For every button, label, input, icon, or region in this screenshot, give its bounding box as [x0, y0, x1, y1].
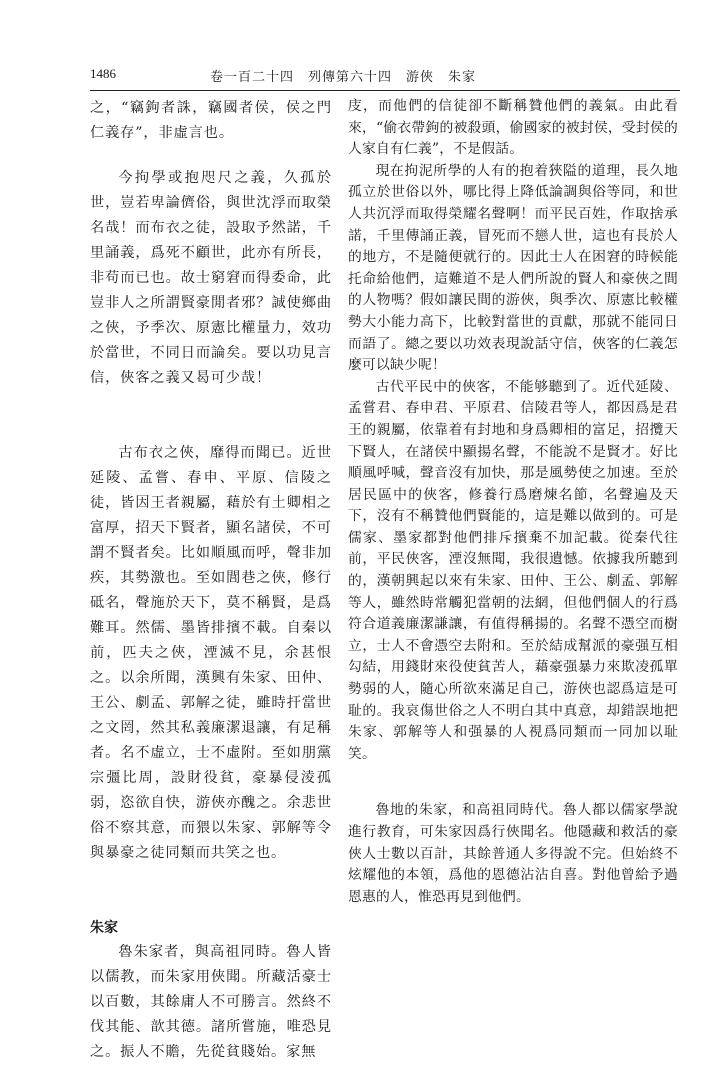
classical-text-column	[90, 96, 332, 1065]
translation-column	[348, 96, 678, 908]
header-rule	[90, 90, 680, 91]
paragraph-gap	[90, 391, 332, 441]
translation-paragraph-1: 庋，而他們的信徒卻不斷稱贊他們的義氣。由此看來，“偷衣帶鉤的被殺頭，偷國家的被封侯，受封侯的人家自有仁義”，不是假話。	[348, 98, 678, 158]
section-gap	[90, 866, 332, 916]
page-number: 1486	[90, 66, 116, 81]
classical-paragraph-3: 古布衣之俠，靡得而聞已。近世延陵、孟嘗、春申、平原、信陵之徒，皆因王者親屬，藉於有土卿相之富厚，招天下賢者，顯名諸侯，不可謂不賢者矣。比如順風而呼，聲非加疾，其勢激也。至如閭巷之俠，修行砥名，聲施於天下，莫不稱賢，是爲難耳。然儒、墨皆排擯不載。自秦以前，匹夫之俠，湮滅不見，余甚恨之。以余所聞，漢興有朱家、田仲、王公、劇孟、郭解之徒，雖時扞當世之文罔，然其私義廉潔退讓，有足稱者。名不虛立，士不虛附。至如朋黨宗彊比周，設財役貧，豪暴侵淩孤弱，恣欲自快，游俠亦醜之。余悲世俗不察其意，而猥以朱家、郭解等令與暴豪之徒同類而共笑之也。	[90, 445, 332, 861]
section-title: 朱家	[90, 920, 118, 936]
classical-paragraph-4: 魯朱家者，與高祖同時。魯人皆以儒教，而朱家用俠聞。所藏活豪士以百數，其餘庸人不可勝言。然終不伐其能、歆其德。諸所嘗施，唯恐見之。振人不贍，先從貧賤始。家無	[90, 944, 332, 1060]
paragraph-gap	[90, 146, 332, 166]
translation-paragraph-2: 現在拘泥所學的人有的抱着狹隘的道理，長久地孤立於世俗以外，哪比得上降低論調與俗等同，和世人共沉浮而取得榮耀名聲啊！而平民百姓，作取捨承諾，千里傳誦正義，冒死而不戀人世，這也有長於人的地方，不是隨便就行的。因此士人在困窘的時候能托命給他們，這難道不是人們所說的賢人和豪俠之間的人物嗎？假如讓民間的游俠，與季次、原憲比較權勢大小能力高下，比較對當世的貢獻，那就不能同日而語了。總之要以功效表現說話守信，俠客的仁義怎麼可以缺少呢！	[348, 162, 678, 374]
classical-paragraph-2: 今拘學或抱咫尺之義，久孤於世，豈若卑論儕俗，與世沈浮而取榮名哉！而布衣之徒，設取予然諾，千里誦義，爲死不顧世，此亦有所長，非苟而已也。故士窮窘而得委命，此豈非人之所謂賢豪閒者邪？誠使鄉曲之俠，予季次、原憲比權量力，效功於當世，不同日而論矣。要以功見言信，俠客之義又曷可少哉！	[90, 170, 332, 386]
classical-paragraph-1: 之，“竊鉤者誅，竊國者侯，侯之門仁義存”，非虛言也。	[90, 100, 332, 141]
page-header	[90, 66, 680, 90]
section-gap	[348, 765, 678, 800]
translation-paragraph-3: 古代平民中的俠客，不能够聽到了。近代延陵、孟嘗君、春申君、平原君、信陵君等人，都因爲是君王的親屬，依靠着有封地和身爲卿相的富足，招攬天下賢人，在諸侯中顯揚名聲，不能說不是賢才。好比順風呼喊，聲音沒有加快，那是風勢使之加速。至於居民區中的俠客，修養行爲磨煉名節，名聲遍及天下，沒有不稱贊他們賢能的，這是難以做到的。可是儒家、墨家都對他們排斥擯棄不加記載。從秦代往前，平民俠客，湮沒無聞，我很遺憾。依據我所聽到的，漢朝興起以來有朱家、田仲、王公、劇孟、郭解等人，雖然時常觸犯當朝的法網，但他們個人的行爲符合道義廉潔謙讓，有值得稱揚的。名聲不憑空而樹立，士人不會憑空去附和。至於結成幫派的豪强互相勾結，用錢財來役使貧苦人，藉豪强暴力來欺凌孤單勢弱的人，隨心所欲來滿足自己，游俠也認爲這是可耻的。我哀傷世俗之人不明白其中真意，却錯誤地把朱家、郭解等人和强暴的人視爲同類而一同加以耻笑。	[348, 378, 678, 762]
running-title: 卷一百二十四 列傳第六十四 游俠 朱家	[210, 70, 477, 85]
translation-paragraph-4: 魯地的朱家，和高祖同時代。魯人都以儒家學說進行教育，可朱家因爲行俠聞名。他隱藏和救活的豪俠人士數以百計，其餘普通人多得說不完。但始終不炫耀他的本領，爲他的恩德沾沾自喜。對他曾給予過恩惠的人，惟恐再見到他們。	[348, 802, 678, 905]
